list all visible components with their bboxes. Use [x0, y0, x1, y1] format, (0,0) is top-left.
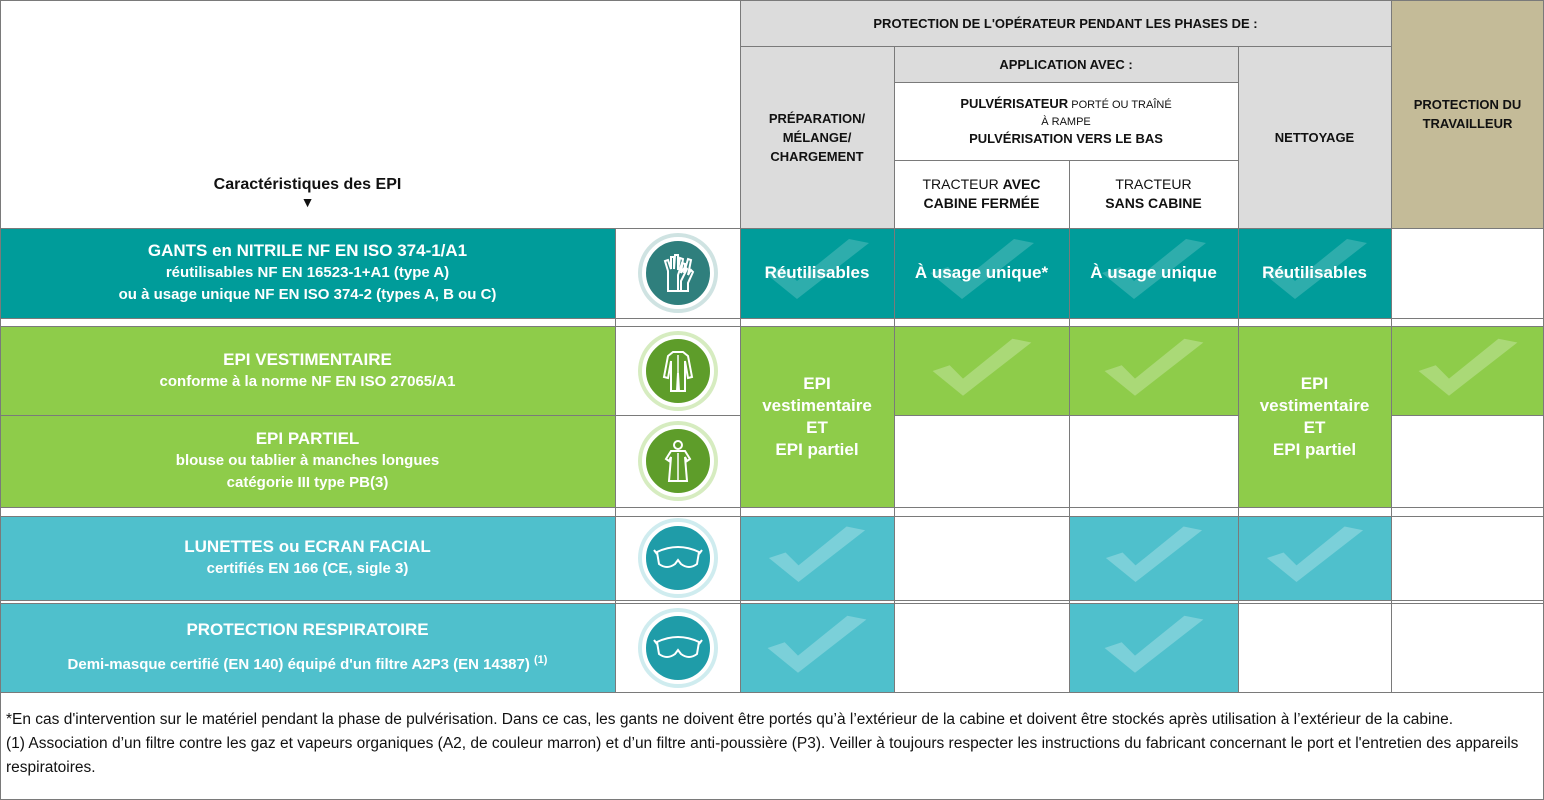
- respiratoire-travailleur-cell: [1391, 603, 1544, 692]
- goggles-icon: [638, 608, 718, 688]
- partiel-icon-cell: [615, 415, 740, 507]
- row-gants-label: [0, 228, 615, 318]
- tracteur-sans-header: [1069, 160, 1238, 228]
- gants-travailleur-cell: [1391, 228, 1544, 318]
- lunettes-icon-cell: [615, 516, 740, 600]
- check-icon: [1094, 610, 1214, 686]
- gants-preparation-cell: [740, 228, 894, 318]
- respiratoire-sans-cabine-cell: [1069, 603, 1238, 692]
- respiratoire-preparation-cell: [740, 603, 894, 692]
- pulverisateur-header: [894, 82, 1238, 160]
- gants-sans-cabine-value: À usage unique: [1090, 263, 1217, 282]
- row-spacer: [0, 318, 1544, 326]
- respiratoire-nettoyage-cell: [1238, 603, 1391, 692]
- caracteristiques-header: [0, 168, 615, 218]
- partiel-cabine-cell: [894, 415, 1069, 507]
- partiel-line-1: EPI PARTIEL: [255, 429, 360, 448]
- preparation-line-2: MÉLANGE/: [782, 129, 852, 145]
- epi-prep-line-3: ET: [806, 417, 828, 437]
- epi-prep-line-2: vestimentaire: [762, 395, 872, 415]
- check-icon: [1255, 521, 1375, 595]
- tracteur-avec-b: AVEC: [1002, 176, 1041, 192]
- check-icon: [1094, 521, 1214, 595]
- travailleur-line-2: TRAVAILLEUR: [1422, 116, 1513, 131]
- row-lunettes-label: [0, 516, 615, 600]
- travailleur-line-1: PROTECTION DU: [1413, 97, 1522, 112]
- check-icon: [922, 333, 1042, 409]
- vestimentaire-line-1: EPI VESTIMENTAIRE: [223, 349, 392, 369]
- vestimentaire-line-2: conforme à la norme NF EN ISO 27065/A1: [159, 372, 456, 390]
- footnote-1: (1) Association d’un filtre contre les gaz et vapeurs organiques (A2, de couleur marron) et d’un filtre anti-poussière (P3). Veiller à toujours respecter les instructions du fabricant concernant le port et l'entretien des appareils respiratoires.: [6, 735, 1519, 776]
- vestimentaire-icon-cell: [615, 326, 740, 415]
- gants-line-3: ou à usage unique NF EN ISO 374-2 (types A, B ou C): [118, 286, 497, 303]
- tracteur-avec-line: [923, 175, 1041, 194]
- lunettes-nettoyage-cell: [1238, 516, 1391, 600]
- pulverisateur-bold: PULVÉRISATEUR: [960, 95, 1069, 111]
- nettoyage-header: [1238, 46, 1391, 228]
- vestimentaire-sans-cabine-cell: [1069, 326, 1238, 415]
- goggles-icon: [638, 518, 718, 598]
- nettoyage-label: NETTOYAGE: [1274, 129, 1355, 145]
- row-partiel-label: [0, 415, 615, 507]
- partiel-line-2: blouse ou tablier à manches longues: [175, 452, 440, 469]
- respiratoire-desc-text: Demi-masque certifié (EN 140) équipé d'un filtre A2P3 (EN 14387): [67, 656, 535, 673]
- check-icon: [757, 610, 877, 686]
- preparation-header: [740, 46, 894, 228]
- lunettes-sans-cabine-cell: [1069, 516, 1238, 600]
- gants-cabine-value: À usage unique*: [914, 263, 1049, 282]
- respiratoire-icon-cell: [615, 603, 740, 692]
- tracteur-avec-a: TRACTEUR: [922, 176, 1003, 192]
- epi-nett-line-2: vestimentaire: [1259, 395, 1370, 415]
- tracteur-avec-header: [894, 160, 1069, 228]
- a-rampe: À RAMPE: [1041, 115, 1091, 128]
- tracteur-sans-b: SANS CABINE: [1105, 195, 1202, 211]
- lunettes-cabine-cell: [894, 516, 1069, 600]
- protection-title: PROTECTION DE L'OPÉRATEUR PENDANT LES PHASES DE :: [873, 15, 1258, 31]
- epi-prep-line-1: EPI: [803, 373, 831, 393]
- tracteur-sans-a: TRACTEUR: [1115, 176, 1192, 192]
- partiel-travailleur-cell: [1391, 415, 1544, 507]
- respiratoire-desc: [68, 649, 548, 676]
- footnote-star: *En cas d'intervention sur le matériel pendant la phase de pulvérisation. Dans ce cas, les gants ne doivent être portés qu’à l’extérieur de la cabine et doivent être stockés après utilisation à l’extérieur de la cabine.: [6, 711, 1454, 728]
- pulverisateur-small: PORTÉ OU TRAÎNÉ: [1068, 98, 1172, 111]
- respiratoire-title: PROTECTION RESPIRATOIRE: [186, 620, 429, 639]
- application-header: [894, 46, 1238, 82]
- coverall-icon: [638, 331, 718, 411]
- epi-nett-line-3: ET: [1303, 417, 1326, 437]
- caracteristiques-label: Caractéristiques des EPI: [213, 176, 402, 193]
- protection-header: [740, 0, 1391, 46]
- gants-icon-cell: [615, 228, 740, 318]
- lunettes-travailleur-cell: [1391, 516, 1544, 600]
- epi-nettoyage-cell: [1238, 326, 1391, 507]
- partiel-line-3: catégorie III type PB(3): [226, 474, 389, 491]
- gants-line-1: GANTS en NITRILE NF EN ISO 374-1/A1: [147, 241, 468, 260]
- lunettes-line-1: LUNETTES ou ECRAN FACIAL: [184, 537, 431, 556]
- gants-line-2: réutilisables NF EN 16523-1+A1 (type A): [165, 264, 450, 281]
- row-vestimentaire-label: [0, 326, 615, 415]
- vestimentaire-travailleur-cell: [1391, 326, 1544, 415]
- respiratoire-cabine-cell: [894, 603, 1069, 692]
- gants-sans-cabine-cell: [1069, 228, 1238, 318]
- epi-prep-line-4: EPI partiel: [775, 439, 859, 459]
- row-respiratoire-label: [0, 603, 615, 692]
- epi-nett-line-4: EPI partiel: [1272, 439, 1357, 459]
- respiratoire-sup: (1): [534, 654, 548, 666]
- check-icon: [1408, 333, 1528, 409]
- preparation-line-1: PRÉPARATION/: [768, 110, 866, 126]
- gants-preparation-value: Réutilisables: [764, 263, 870, 282]
- application-title: APPLICATION AVEC :: [999, 56, 1133, 72]
- gloves-icon: [638, 233, 718, 313]
- vestimentaire-cabine-cell: [894, 326, 1069, 415]
- check-icon: [1094, 333, 1214, 409]
- check-icon: [757, 521, 877, 595]
- cabine-fermee: CABINE FERMÉE: [923, 195, 1040, 211]
- vers-le-bas: PULVÉRISATION VERS LE BAS: [969, 130, 1163, 146]
- partiel-sans-cabine-cell: [1069, 415, 1238, 507]
- epi-preparation-cell: [740, 326, 894, 507]
- lunettes-line-2: certifiés EN 166 (CE, sigle 3): [206, 560, 409, 577]
- apron-icon: [638, 421, 718, 501]
- gants-cabine-cell: [894, 228, 1069, 318]
- epi-nett-line-1: EPI: [1300, 373, 1329, 393]
- travailleur-header: [1391, 0, 1544, 228]
- lunettes-preparation-cell: [740, 516, 894, 600]
- footnotes: [6, 708, 1536, 780]
- down-arrow-icon: ▼: [300, 194, 315, 210]
- pulverisateur-line: [960, 95, 1171, 114]
- row-spacer: [0, 507, 1544, 516]
- preparation-line-3: CHARGEMENT: [770, 148, 864, 164]
- gants-nettoyage-cell: [1238, 228, 1391, 318]
- gants-nettoyage-value: Réutilisables: [1262, 263, 1367, 282]
